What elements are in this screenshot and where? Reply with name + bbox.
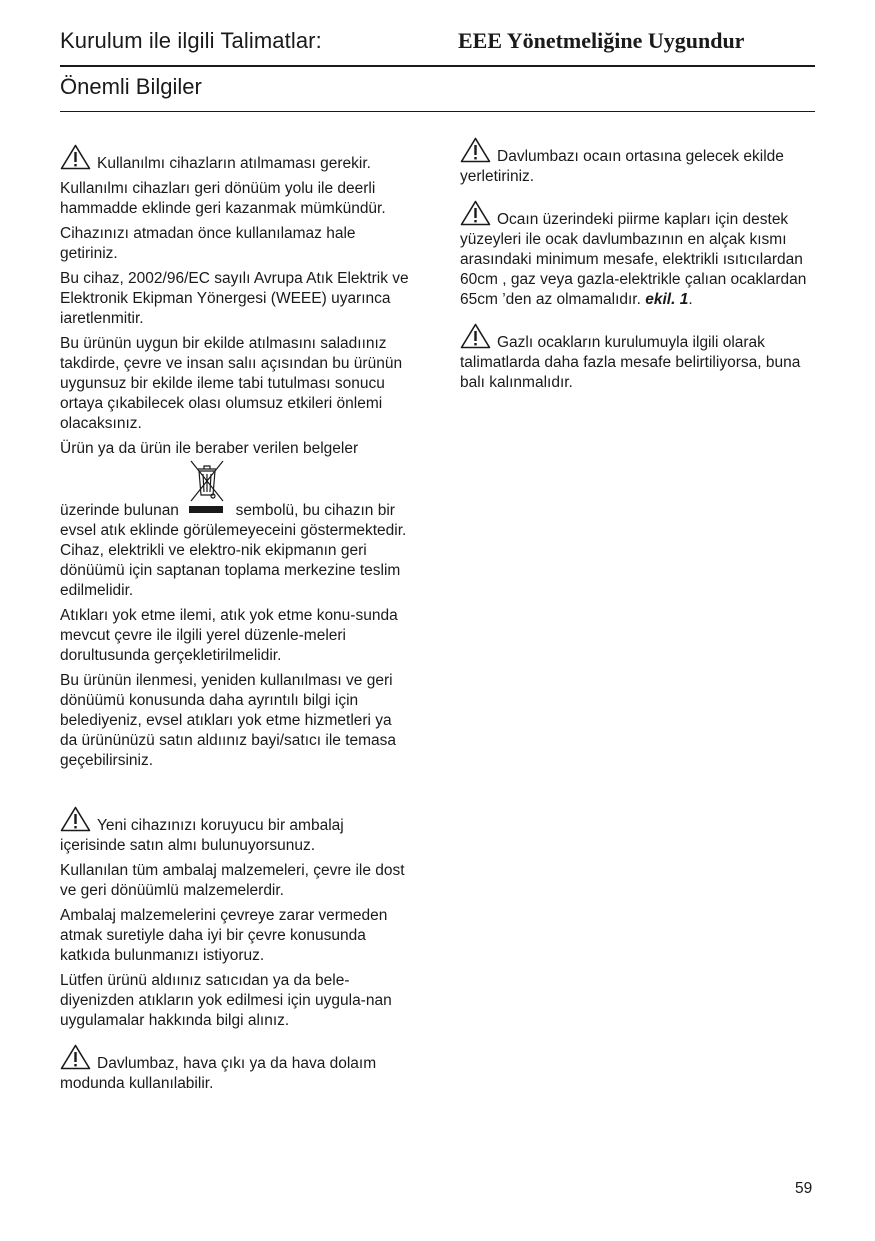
warning-disposal — [60, 144, 412, 174]
spacer — [60, 1036, 412, 1044]
warning-hood-mode — [60, 1044, 412, 1094]
crossed-bin-icon — [187, 459, 227, 517]
warning-triangle-icon — [60, 1044, 91, 1070]
section-rule — [60, 111, 815, 112]
paragraph: Lütfen ürünü aldıınız satıcıdan ya da bele-diyenizden atıkların yok edilmesi için uygula-nan uygulamalar hakkında bilgi alınız. — [60, 972, 392, 1029]
paragraph: Bu ürünün uygun bir ekilde atılmasını saladıınız takdirde, çevre ve insan salıı açısından bu ürünün uygunsuz bir ekilde ileme tabi tutulması sonucu ortaya çıkabilecek olası olumsuz etkileri önlemi olacaksınız. — [60, 335, 403, 432]
warning-text: Ocaın üzerindeki piirme kapları için destek yüzeyleri ile ocak davlumbazının en alçak kısmı arasındaki minimum mesafe, elektrikli ısıtıcılardan 60cm , gaz veya gazla-elektrikle çalıan ocaklardan 65cm ’den az olmamalıdır. — [460, 211, 807, 308]
warning-triangle-icon — [460, 323, 491, 349]
warning-minimum-distance — [460, 200, 812, 310]
paragraph: Kullanılan tüm ambalaj malzemeleri, çevre ile dost ve geri dönüümlü malzemelerdir. — [60, 862, 405, 899]
warning-gas-cooker — [460, 323, 812, 393]
right-column — [460, 137, 812, 398]
header-title: Kurulum ile ilgili Talimatlar: — [60, 28, 322, 53]
warning-packaging — [60, 806, 412, 856]
paragraph: Bu cihaz, 2002/96/EC sayılı Avrupa Atık Elektrik ve Elektronik Ekipman Yönergesi (WEEE) uyarınca iaretlenmitir. — [60, 270, 409, 327]
paragraph: Kullanılmı cihazları geri dönüüm yolu ile deerli hammadde eklinde geri kazanmak mümkündür. — [60, 180, 386, 217]
spacer — [60, 776, 412, 806]
paragraph-text: üzerinde bulunan — [60, 502, 179, 519]
punctuation: . — [688, 291, 693, 308]
paragraph-weee — [60, 439, 412, 601]
warning-triangle-icon — [60, 144, 91, 170]
warning-text: Kullanılmı cihazların atılmaması gerekir. — [97, 155, 371, 172]
paragraph: Cihazınızı atmadan önce kullanılamaz hale getiriniz. — [60, 225, 356, 262]
paragraph: Atıkları yok etme ilemi, atık yok etme konu-sunda mevcut çevre ile ilgili yerel düzenle-meleri dorultusunda gerçekletirilmelidir. — [60, 607, 398, 664]
spacer — [460, 192, 812, 200]
spacer — [460, 315, 812, 323]
warning-text: Yeni cihazınızı koruyucu bir ambalaj içerisinde satın almı bulunuyorsunuz. — [60, 817, 344, 854]
page-number: 59 — [795, 1180, 813, 1197]
paragraph: Bu ürünün ilenmesi, yeniden kullanılması ve geri dönüümü konusunda daha ayrıntılı bilgi için belediyeniz, evsel atıkları yok etme hizmetleri ya da ürününüzü satın aldıınız bayi/satıcı ile temasa geçebilirsiniz. — [60, 672, 397, 769]
paragraph-text: Ürün ya da ürün ile beraber verilen belgeler — [60, 440, 359, 457]
warning-triangle-icon — [460, 137, 491, 163]
figure-reference: ekil. 1 — [645, 291, 689, 308]
section-title: Önemli Bilgiler — [60, 74, 202, 99]
warning-triangle-icon — [460, 200, 491, 226]
header-rule — [60, 65, 815, 67]
warning-text: Davlumbaz, hava çıkı ya da hava dolaım modunda kullanılabilir. — [60, 1055, 377, 1092]
paragraph-text: sembolü, bu cihazın bir evsel atık eklinde görülemeyeceini göstermektedir. Cihaz, elektrikli ve elektro-nik ekipmanın geri dönüümü için saptanan toplama merkezine teslim edilmelidir. — [60, 502, 407, 599]
warning-text: Davlumbazı ocaın ortasına gelecek ekilde yerletiriniz. — [460, 148, 784, 185]
warning-centering — [460, 137, 812, 187]
left-column — [60, 144, 412, 1099]
header-compliance: EEE Yönetmeliğine Uygundur — [458, 28, 745, 53]
paragraph: Ambalaj malzemelerini çevreye zarar vermeden atmak suretiyle daha iyi bir çevre konusunda katkıda bulunmanızı istiyoruz. — [60, 907, 388, 964]
warning-triangle-icon — [60, 806, 91, 832]
warning-text: Gazlı ocakların kurulumuyla ilgili olarak talimatlarda daha fazla mesafe belirtiliyorsa, buna balı kalınmalıdır. — [460, 334, 801, 391]
